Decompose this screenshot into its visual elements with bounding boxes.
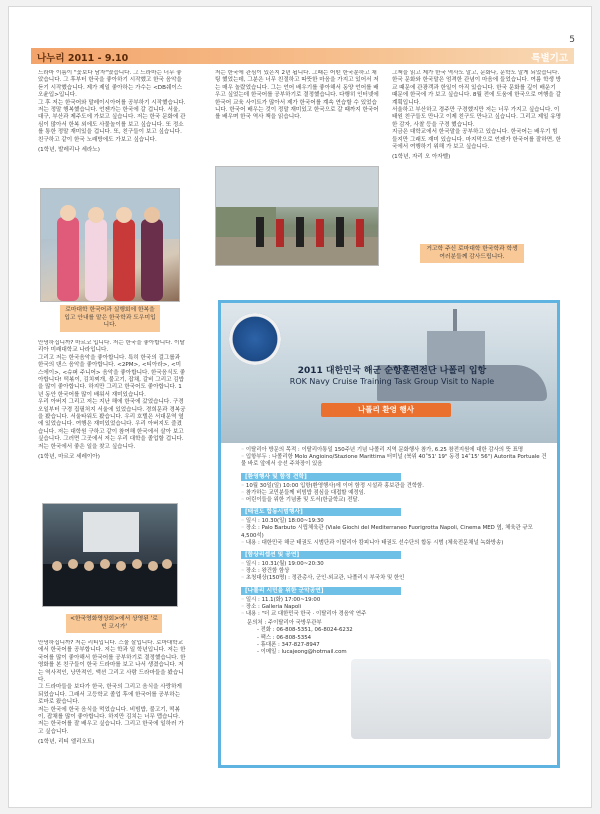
author-signature: (1학년, 리티 엘리오트)	[38, 739, 95, 746]
section-heading: [나폴리 시민을 위한 군악공연]	[241, 587, 401, 595]
section-heading: [태권도 합동시범행사]	[241, 508, 401, 516]
trees	[216, 207, 276, 237]
photo-caption: 로마대학 한국어과 실행회에 한복을 입고 안내를 맡은 한국학과 도우미입니다.	[60, 305, 160, 332]
contact-block	[231, 620, 547, 656]
section-item: ◦ 일시 : 10.30(일) 18:00~19:30	[231, 518, 547, 525]
person-4	[141, 219, 163, 301]
audience-group	[43, 564, 178, 607]
performer	[256, 217, 264, 247]
event-banner	[221, 303, 557, 443]
students-hanbok-photo	[40, 188, 180, 302]
section-item: ◦ 10월 30일(일) 10:00 입항(환영행사)에 이어 함정 시설과 홍보관을 견학함.	[231, 483, 547, 490]
person-1	[57, 217, 79, 301]
person-3-head	[116, 207, 132, 223]
right-column-top	[392, 70, 562, 230]
navy-event-notice	[218, 300, 560, 768]
performer	[316, 219, 324, 247]
contact-email[interactable]: - 이메일 : lucajeong@hotmail.com	[247, 649, 547, 656]
section-item: ◦ 일시 : 10.31(월) 19:00~20:30	[231, 561, 547, 568]
section-item: ◦ 초청대상(150명) : 정관총사, 군인·외교관, 나폴리시 부국차 및 한인	[231, 575, 547, 582]
header-bar	[31, 48, 574, 64]
audience-head	[52, 561, 62, 571]
performer	[356, 219, 364, 247]
film-screening-illustration	[43, 504, 178, 607]
section-item: ◦ 일시 : 11.1(화) 17:00~19:00	[231, 597, 547, 604]
section-item: ◦ 내용 : 대한민국 해군 태권도 시범단과 이탈리아 캄피니아 태권도 선수단의 합동 시범 (체육전문채널 녹화방송)	[231, 540, 547, 547]
author-signature: (1학년, 발레리나 세라노)	[38, 147, 100, 154]
newsletter-title: 나누리 2011 - 9.10	[37, 53, 129, 64]
students-hanbok-illustration	[41, 189, 180, 302]
performer	[276, 219, 284, 247]
audience-head	[68, 559, 78, 569]
article-paragraph: 그책을 읽고 제가 한국 역사도 알고, 문화나, 문학도 알게 되었습니다. 한국 문화와 한국말은 엄격한 관념이 마음에 들었습니다. 여름 학생 방교 때문에 관광객과 한일이 아직 있습니다. 한국 문화를 깊이 배운기 때문에 한국에 가 보고 싶습니다. 8월 전에 도움에 한국으로 여행을 갈 계획입니다. 서울하고 부산하고 경주만 구경했지만 저는 너무 가지고 싶습니다. 이태원 친구들도 만나고 이제 친구도 만나고 싶습니다. 그리고 제일 유명한 감자, 사찰 등을 구경 했습니다. 지금은 대학교에서 한국말을 공부하고 있습니다. 한국어는 배우기 힘들지만 그래도 재미 있습니다. 마지막으로 언젠가 한국어를 잘하면, 한국에서 여행하기 위해 가 보고 싶습니다.	[392, 70, 562, 151]
article-paragraph: 안녕하십니까? 마르코 입니다. 저는 한국을 좋아합니다. 이탈리아 미래대학교 나라입니다. 그리고 저는 한국음악을 좋아합니다. 특히 한국의 걸그룹과 한국의 댄스 음악을 좋아합니다. <2PM>, <티아라>, <미스에이>, <슈퍼 주니어> 음악을 좋아합니다. 한국음식도 좋아합니다! 떡볶이, 김치찌개, 불고기, 잡채, 갈비 그리고 김밥을 많이 좋아합니다. 하지만 그리고 한국어도 좋아합니다. 1년 동안 한국어를 많이 배워서 재미있습니다. 우리 아버지 그리고 저는 지난 해에 한국에 갔었습니다. 구경 오일부터 구경 집필처지 서울에 있었습니다. 경희문과 경복궁을 봤습니다. 서울타워도 봤습니다. 우리 호텔은 서대문역 옆에 있었습니다. 여행은 재미있었습니다. 우리 아버지도 즐겼습니다. 저는 대학원 구하고 같이 참여해 한국에서 살아 보고 싶습니다. 그러면 그곳에서 저는 우리 대학을 졸업할 겁니다. 저는 한국에서 좋은 일을 찾고 싶습니다.	[38, 340, 186, 450]
author-signature: (1학년, 자리 오 아자벨)	[392, 154, 451, 161]
person-1-head	[60, 205, 76, 221]
performance-illustration	[216, 167, 379, 266]
audience-head	[162, 559, 172, 569]
film-screening-photo	[42, 503, 178, 607]
banner-strip-label: 나폴리 환영 행사	[358, 405, 414, 414]
page-number: 5	[569, 35, 575, 45]
section-item: ◦ 어린이들을 위한 기념품 및 도서(한글학교) 전달.	[231, 497, 547, 504]
audience-head	[132, 559, 142, 569]
photo-caption: <한국영화영상회>에서 상영된 '로빈 코시가'	[66, 614, 162, 633]
performance-photo	[215, 166, 379, 266]
ship-watermark	[351, 659, 551, 739]
section-item: ◦ 장소 : 왕건함 함상	[231, 568, 547, 575]
article-paragraph: 저는 한국에 관심이 있은지 2년 됩니다. 그때는 어떤 한국분하고 채팅 했었는데, 그분은 너무 친절하고 따뜻한 마음을 가지고 있어서 저는 매우 놀랐었습니다. 그는 언어 배우기를 좋아해서 동양 언어를 배우고 싶었는데 한국어를 공부하기로 결정했습니다. 다행히 인터넷에 한국어 교육 사이트가 많아서 제가 한국어를 계속 연습할 수 있었습니다. 한국어 배우는 것이 정말 재미있고 한국으로 갈 때까지 한국어를 배우며 한국 역사 책을 읽습니다.	[215, 70, 379, 121]
article-paragraph: 드라마 이름이 "꽃보다 남자"였습니다. 그 드라마는 너무 좋았습니다. 그 후부터 한국을 좋아하기 시작했고 한국 음악을 듣기 시작했습니다. 제가 제일 좋아하는 가수는 <DB쉐이스 오윤입>입니다. 그 후 저는 한국어와 말레이시아어를 공부하기 시작했습니다. 저는 정말 행복했습니다. 언젠가는 한국에 갈 겁니다. 서울, 대구, 부산과 제주도에 가보고 싶습니다. 저는 한국 문화에 관심이 많아서 한복 외에도 사물놀이를 보고 싶습니다. 또 정소를 통한 정말 재미있을 겁니다. 또, 친구들이 보고 싶습니다. 친구하고 같이 한국 노래방에도 가보고 싶습니다.	[38, 70, 186, 143]
person-4-head	[144, 207, 160, 223]
performer	[296, 217, 304, 247]
banner-strip	[321, 403, 451, 417]
section-heading: [함상리셉션 및 공연]	[241, 551, 401, 559]
intro-item: ◦ 입항부두 : 나폴리항 Molo Angioino/Stazione Marittima 터미널 (북위 40˚51' 19" 동경 14˚15' 56") Autorita Portuale 건물 바로 앞에서 승선 주차장이 있음	[231, 454, 547, 468]
audience-head	[84, 561, 94, 571]
left-column-top	[38, 70, 186, 186]
audience-head	[148, 561, 158, 571]
article-paragraph: 안녕하십니까? 저는 리티입니다. 스물 살입니다. 로마대학교에서 한국어를 공부합니다. 저는 학과 일 학년입니다. 저는 한국어를 많이 좋아해서 한국어를 공부하기로 결정했습니다. 한 영화를 본 친구들이 한국 드라마를 보고 나서 생겼습니다. 저는 역사적인, 낭만적인, 액션 그리고 사람 드라마들을 봤습니다. 그 드라마들을 보다가 한국, 한국의 그리고 음식을 사랑하게 되었습니다. 그래서 고등학교 졸업 후에 한국어를 공부하는 로마로 왔습니다. 저는 한국에 한국 음식을 먹었습니다. 비빔밥, 불고기, 떡볶이, 잡채를 많이 좋아합니다. 하지만 김치는 너무 맵습니다. 저는 한국어를 잘 배우고 싶습니다. 그리고 한국에 일하러 가고 싶습니다.	[38, 640, 186, 735]
section-item: ◦ 장소 : Galleria Napoli	[231, 604, 547, 611]
audience-head	[116, 561, 126, 571]
contact-mobile: - 휴대폰 : 347-827-8947	[247, 642, 547, 649]
audience-head	[100, 559, 110, 569]
intro-item: ◦ 이탈리아 방문의 목적 : 이탈리아통일 150주년 기념 나폴리 지역 문화행사 참가, 6.25 참전지원에 대한 감사의 뜻 표명	[231, 447, 547, 454]
middle-column-top	[215, 70, 379, 162]
section-label: 특별기고	[531, 53, 568, 64]
performer	[336, 217, 344, 247]
section-item: ◦ 내용 : "더 교 대한민국 한국 · 이탈리아 경음악 연주	[231, 611, 547, 618]
navy-emblem-icon	[229, 313, 281, 365]
left-column-middle	[38, 340, 186, 500]
left-column-bottom	[38, 640, 186, 790]
projection-screen	[83, 512, 139, 552]
section-heading: [환영행사 및 함정 견학]	[241, 473, 401, 481]
person-2	[85, 219, 107, 301]
section-item: ◦ 참가하는 교민분들께 비빔밥 점심을 대접할 예정임.	[231, 490, 547, 497]
photo-caption: 거고학 주신 로마대학 한국학과 학생 여러분들께 감사드립니다.	[420, 244, 524, 263]
sky	[216, 167, 379, 207]
author-signature: (1학년, 마르코 세레이아)	[38, 454, 100, 461]
contact-fax: - 팩스 : 06-808-5354	[247, 635, 547, 642]
banner-title: 2011 대한민국 해군 순항훈련전단 나폴리 입항	[297, 366, 487, 376]
person-3	[113, 219, 135, 301]
banner-subtitle: ROK Navy Cruise Training Task Group Visit to Naple	[289, 377, 495, 386]
contact-phone: - 전화 : 06-808-5351, 06-8024-6232	[247, 627, 547, 634]
contact-label: 문의처 : 주이탈리아 국방무관부	[247, 620, 322, 627]
person-2-head	[88, 207, 104, 223]
section-item: ◦ 장소 : Palo Barbuto 시립체육관 (Viale Giochi del Mediterraneo Fuorigrotta Napoli, Cinema MED 옆, 체육관 규모 4,500석)	[231, 525, 547, 539]
event-details	[221, 447, 557, 656]
